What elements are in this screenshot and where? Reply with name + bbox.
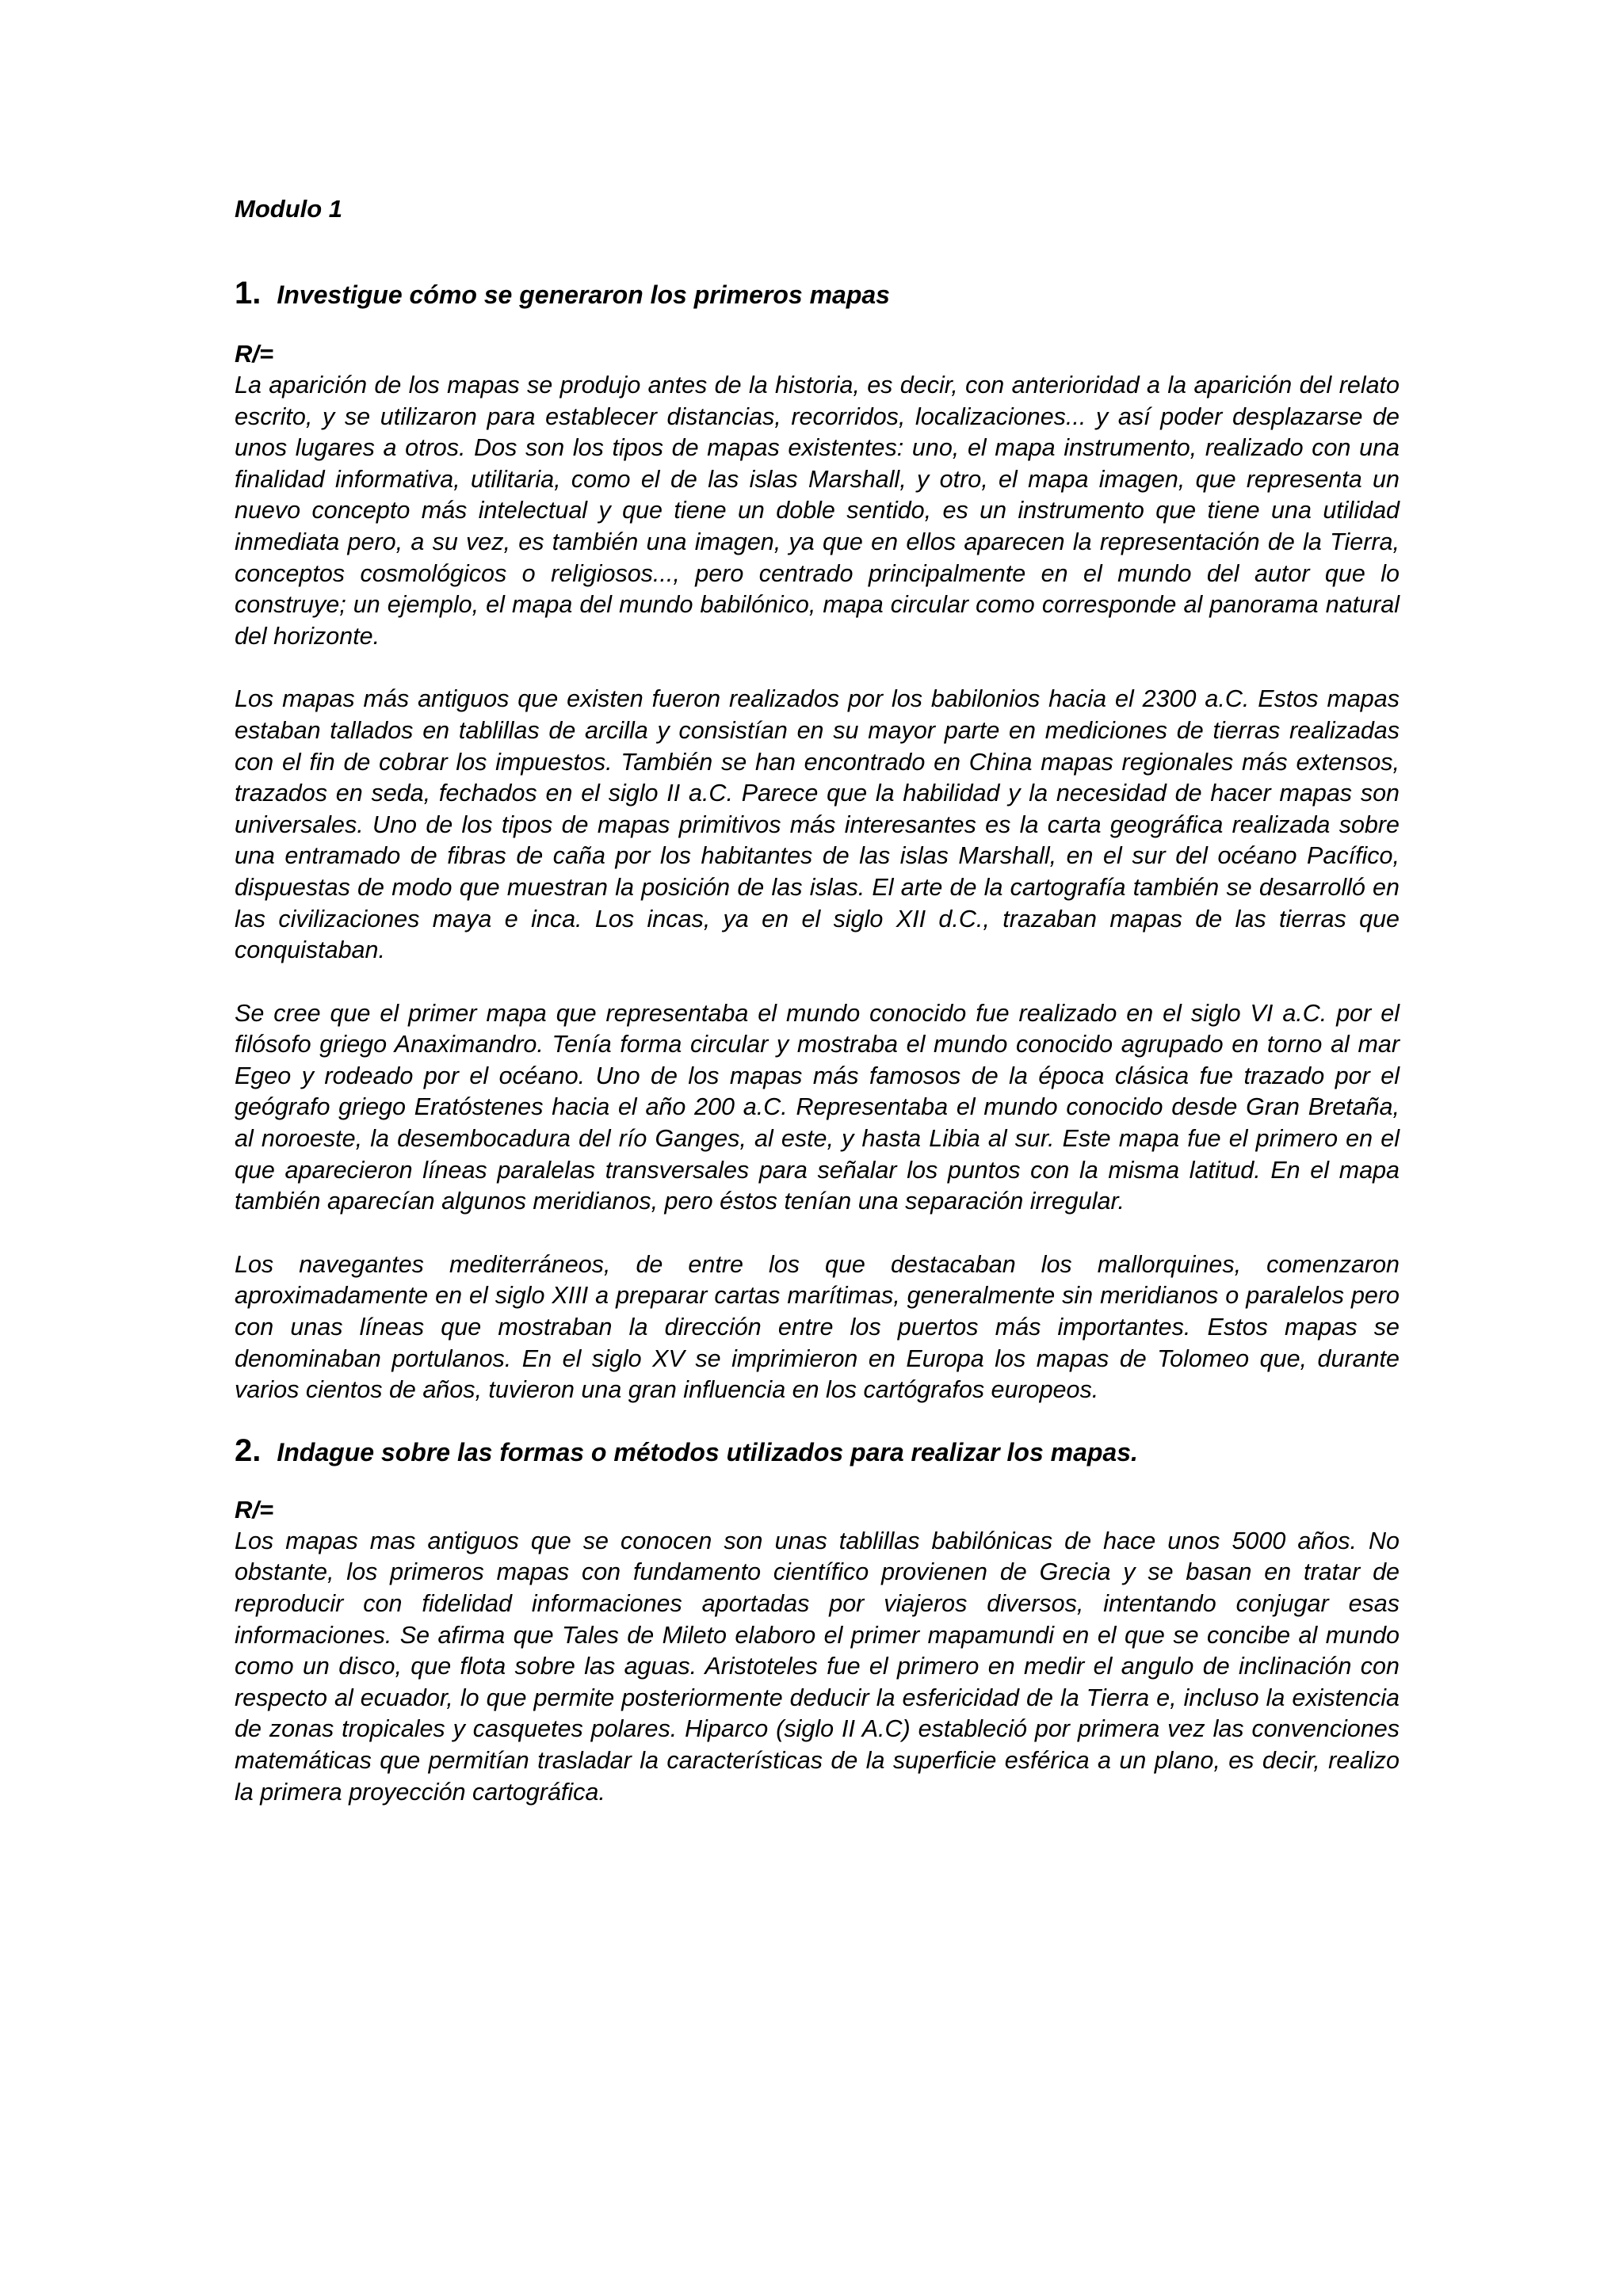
question-1-text: Investigue cómo se generaron los primeros mapas (277, 280, 890, 309)
answer-1-paragraph-1: La aparición de los mapas se produjo antes de la historia, es decir, con anterioridad a la aparición del relato escrito, y se utilizaron para establecer distancias, recorridos, localizaciones... y así poder desplazarse de unos lugares a otros. Dos son los tipos de mapas existentes: uno, el mapa instrumento, realizado con una finalidad informativa, utilitaria, como el de las islas Marshall, y otro, el mapa imagen, que representa un nuevo concepto más intelectual y que tiene un doble sentido, es un instrumento que tiene una utilidad inmediata pero, a su vez, es también una imagen, ya que en ellos aparecen la representación de la Tierra, conceptos cosmológicos o religiosos..., pero centrado principalmente en el mundo del autor que lo construye; un ejemplo, el mapa del mundo babilónico, mapa circular como corresponde al panorama natural del horizonte. (235, 372, 1400, 650)
question-2-number: 2. (235, 1432, 262, 1468)
answer-2-label: R/= (235, 1495, 274, 1524)
question-1 (235, 276, 1400, 311)
module-title: Modulo 1 (235, 195, 343, 223)
question-1-number: 1. (235, 276, 262, 311)
question-2 (235, 1433, 1400, 1469)
question-2-text: Indague sobre las formas o métodos utilizados para realizar los mapas. (277, 1437, 1138, 1466)
answer-2-paragraph-1: Los mapas mas antiguos que se conocen son unas tablillas babilónicas de hace unos 5000 años. No obstante, los primeros mapas con fundamento científico provienen de Grecia y se basan en tratar de reproducir con fidelidad informaciones aportadas por viajeros diversos, intentando conjugar esas informaciones. Se afirma que Tales de Mileto elaboro el primer mapamundi en el que se concibe al mundo como un disco, que flota sobre las aguas. Aristoteles fue el primero en medir el angulo de inclinación con respecto al ecuador, lo que permite posteriormente deducir la esfericidad de la Tierra e, incluso la existencia de zonas tropicales y casquetes polares. Hiparco (siglo II A.C) estableció por primera vez las convenciones matemáticas que permitían trasladar la características de la superficie esférica a un plano, es decir, realizo la primera proyección cartográfica. (235, 1527, 1400, 1806)
answer-1-paragraph-2: Los mapas más antiguos que existen fueron realizados por los babilonios hacia el 2300 a.C. Estos mapas estaban tallados en tablillas de arcilla y consistían en su mayor parte en mediciones de tierras realizadas con el fin de cobrar los impuestos. También se han encontrado en China mapas regionales más extensos, trazados en seda, fechados en el siglo II a.C. Parece que la habilidad y la necesidad de hacer mapas son universales. Uno de los tipos de mapas primitivos más interesantes es la carta geográfica realizada sobre una entramado de fibras de caña por los habitantes de las islas Marshall, en el sur del océano Pacífico, dispuestas de modo que muestran la posición de las islas. El arte de la cartografía también se desarrolló en las civilizaciones maya e inca. Los incas, ya en el siglo XII d.C., trazaban mapas de las tierras que conquistaban. (235, 685, 1400, 964)
answer-1-paragraph-4: Los navegantes mediterráneos, de entre los que destacaban los mallorquines, comenzaron aproximadamente en el siglo XIII a preparar cartas marítimas, generalmente sin meridianos o paralelos pero con unas líneas que mostraban la dirección entre los puertos más importantes. Estos mapas se denominaban portulanos. En el siglo XV se imprimieron en Europa los mapas de Tolomeo que, durante varios cientos de años, tuvieron una gran influencia en los cartógrafos europeos. (235, 1250, 1400, 1404)
document-page (235, 193, 1400, 1808)
answer-1-paragraph-3: Se cree que el primer mapa que representaba el mundo conocido fue realizado en el siglo VI a.C. por el filósofo griego Anaximandro. Tenía forma circular y mostraba el mundo conocido agrupado en torno al mar Egeo y rodeado por el océano. Uno de los mapas más famosos de la época clásica fue trazado por el geógrafo griego Eratóstenes hacia el año 200 a.C. Representaba el mundo conocido desde Gran Bretaña, al noroeste, la desembocadura del río Ganges, al este, y hasta Libia al sur. Este mapa fue el primero en el que aparecieron líneas paralelas transversales para señalar los puntos con la misma latitud. En el mapa también aparecían algunos meridianos, pero éstos tenían una separación irregular. (235, 999, 1400, 1215)
answer-1-label: R/= (235, 340, 274, 368)
